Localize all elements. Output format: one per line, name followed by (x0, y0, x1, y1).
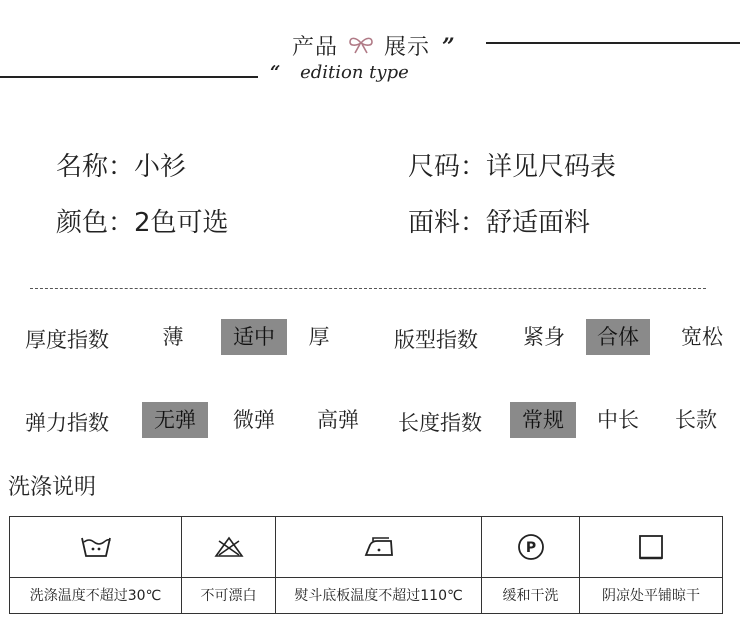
wash-cell-divider (276, 577, 481, 578)
thickness-option-thin: 薄 (162, 325, 184, 349)
fit-option-tight: 紧身 (523, 325, 565, 349)
wash-cell-divider (482, 577, 579, 578)
thickness-option-thick: 厚 (308, 325, 330, 349)
fit-label: 版型指数 (394, 328, 478, 352)
dry-clean-p-icon (482, 529, 579, 565)
elasticity-option-none: 无弹 (142, 402, 208, 438)
subtitle-quote: “ (270, 62, 281, 83)
header-rule-right (486, 42, 740, 44)
elasticity-option-high: 高弹 (317, 408, 359, 432)
info-size: 尺码：详见尺码表 (408, 152, 617, 182)
bow-icon (346, 35, 376, 61)
wash-cell-divider (182, 577, 275, 578)
header-title (292, 30, 456, 61)
wash-cell (276, 517, 482, 613)
wash-label: 缓和干洗 (502, 588, 559, 604)
wash-table (9, 516, 723, 614)
wash-title: 洗涤说明 (8, 475, 97, 500)
thickness-option-medium: 适中 (221, 319, 287, 355)
flat-dry-icon (580, 529, 722, 565)
length-option-regular: 常规 (510, 402, 576, 438)
length-option-long: 长款 (675, 408, 717, 432)
wash-label: 不可漂白 (200, 588, 257, 604)
header-title-left: 产品 (292, 35, 339, 60)
wash-cell (182, 517, 276, 613)
wash-label: 洗涤温度不超过30℃ (29, 588, 162, 604)
header-quote: ” (442, 34, 456, 60)
wash-tub-icon (10, 529, 181, 565)
wash-cell-divider (10, 577, 181, 578)
header-title-right: 展示 (384, 35, 431, 60)
header-rule-left (0, 76, 258, 78)
header-subtitle (270, 62, 409, 83)
fit-option-loose: 宽松 (681, 325, 723, 349)
length-option-mid: 中长 (597, 408, 639, 432)
info-name: 名称：小衫 (56, 152, 187, 182)
elasticity-label: 弹力指数 (25, 411, 109, 435)
wash-label: 熨斗底板温度不超过110℃ (294, 588, 463, 604)
info-color: 颜色：2色可选 (56, 208, 229, 238)
fit-option-regular: 合体 (586, 319, 650, 355)
iron-icon (276, 529, 481, 565)
wash-cell (482, 517, 580, 613)
elasticity-option-slight: 微弹 (233, 408, 275, 432)
wash-cell-divider (580, 577, 722, 578)
info-fabric: 面料：舒适面料 (408, 208, 591, 238)
wash-label: 阴凉处平铺晾干 (602, 588, 700, 604)
svg-text:P: P (525, 540, 536, 556)
length-label: 长度指数 (398, 411, 482, 435)
dashed-separator (30, 288, 706, 289)
no-bleach-icon (182, 529, 275, 565)
wash-cell (580, 517, 722, 613)
wash-cell (10, 517, 182, 613)
thickness-label: 厚度指数 (25, 328, 109, 352)
subtitle-text: edition type (300, 62, 409, 83)
